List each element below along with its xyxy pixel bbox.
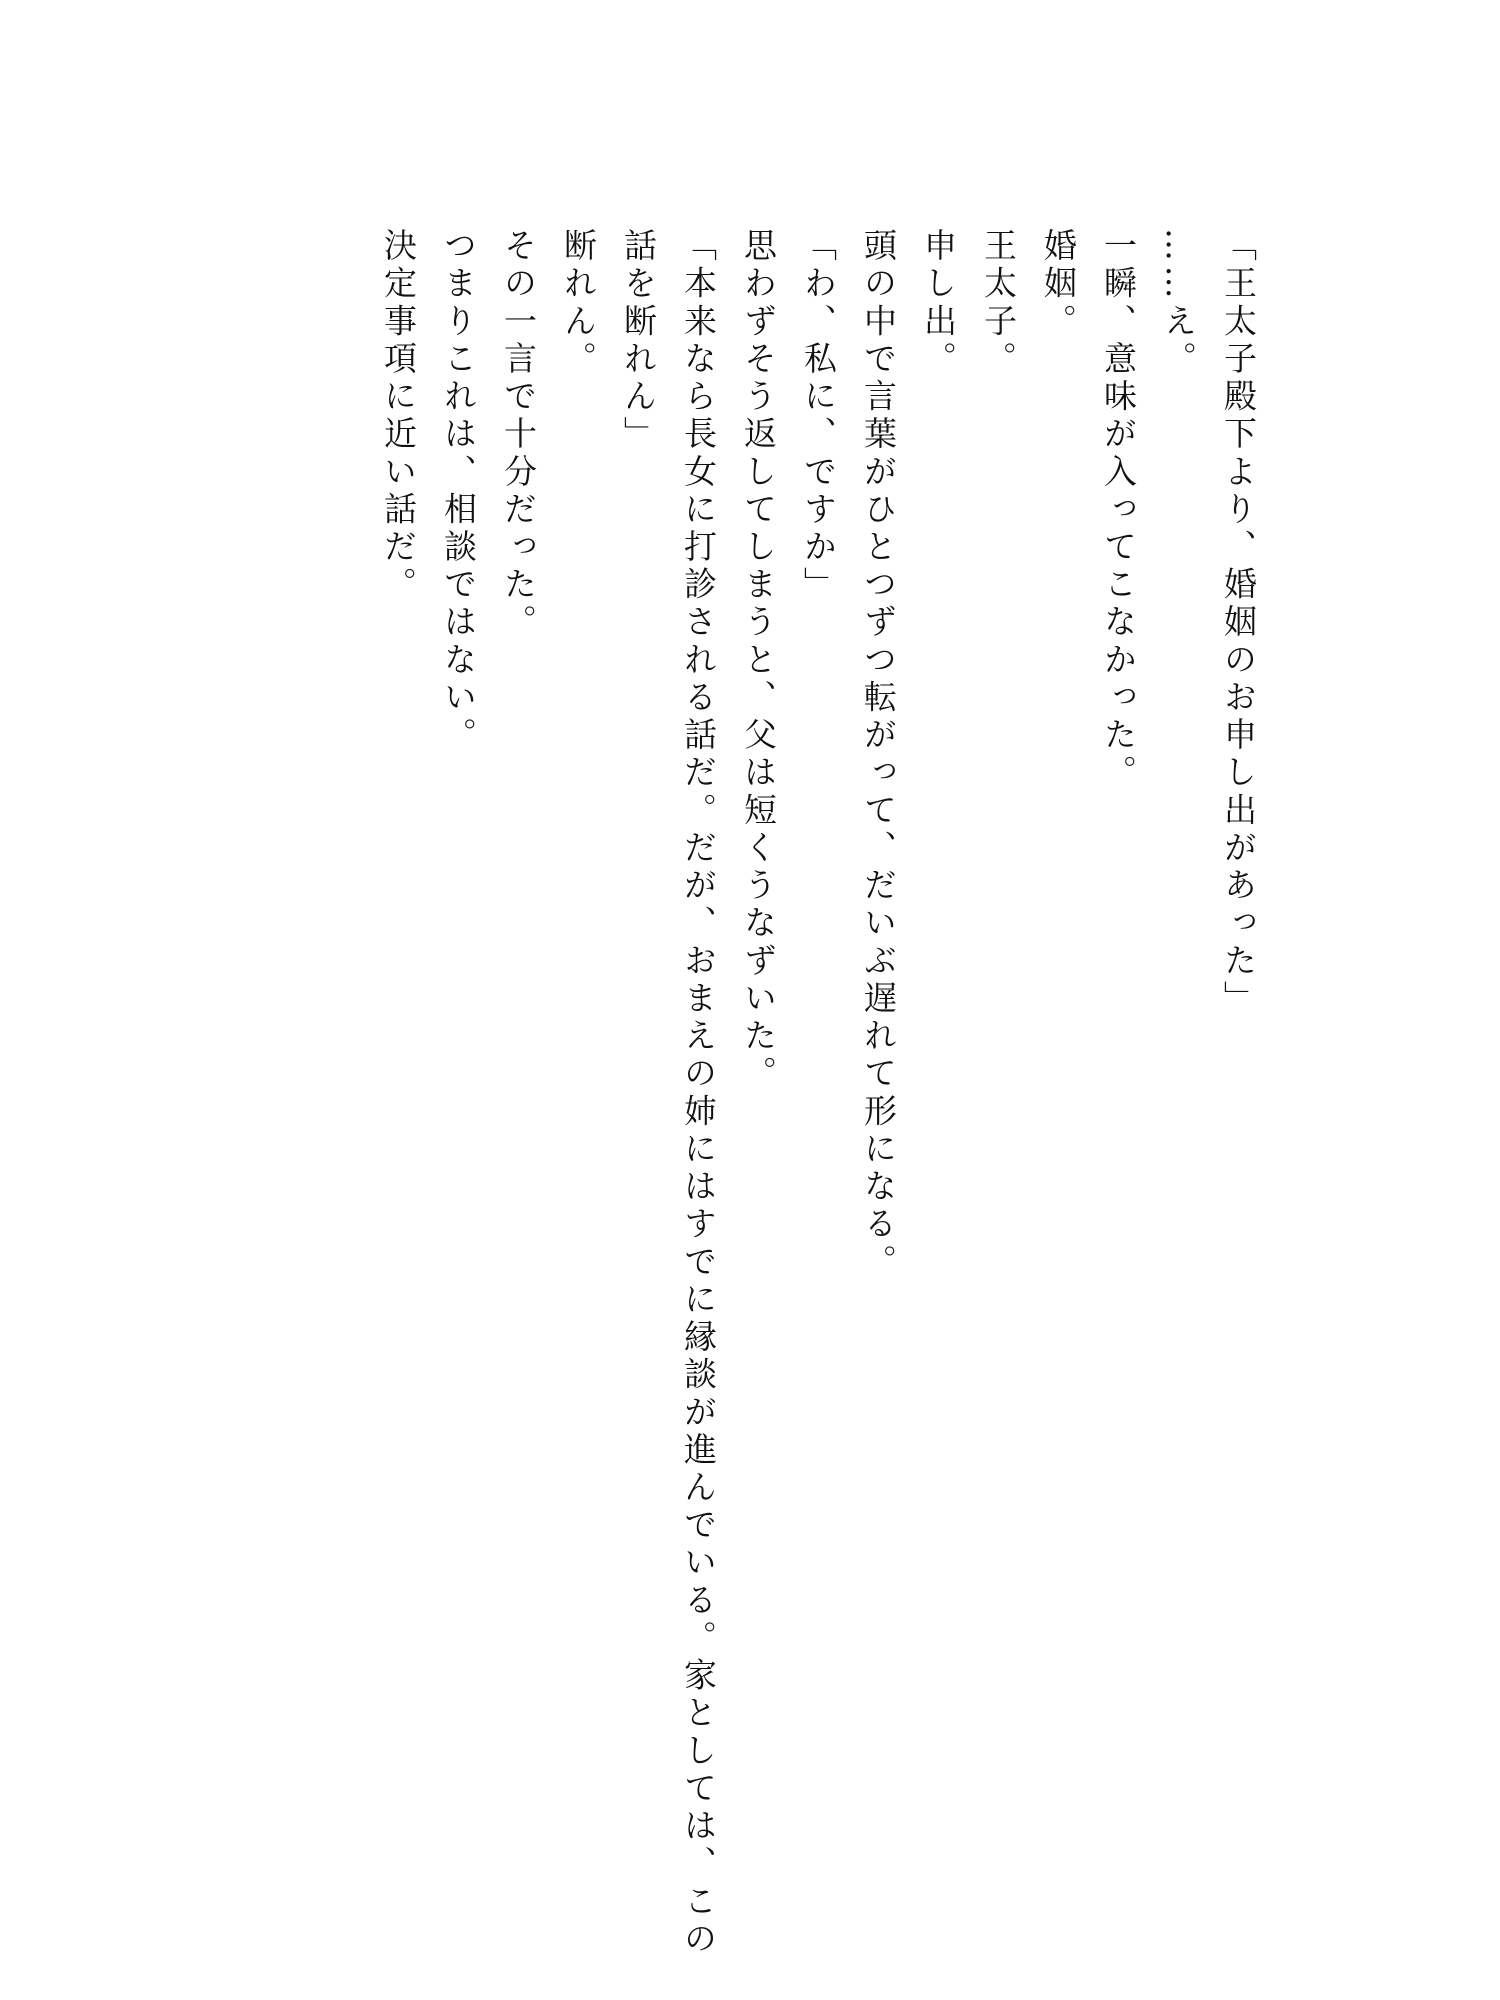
vertical-text-body <box>368 228 1268 1959</box>
text-line: 申し出。 <box>919 228 958 379</box>
text-line: 王太子。 <box>979 228 1018 379</box>
text-line: 「わ、私に、ですか」 <box>799 228 838 605</box>
text-line: つまりこれは、相談ではない。 <box>439 228 478 755</box>
text-line: 断れん。 <box>559 228 598 379</box>
text-line: その一言で十分だった。 <box>499 228 538 642</box>
text-line: 婚姻。 <box>1039 228 1078 341</box>
text-line: 「本来なら長女に打診される話だ。だが、おまえの姉にはすでに縁談が進んでいる。家としては、この <box>679 228 718 1959</box>
text-line: 「王太子殿下より、婚姻のお申し出があった」 <box>1219 228 1258 1019</box>
text-line: 頭の中で言葉がひとつずつ転がって、だいぶ遅れて形になる。 <box>859 228 898 1282</box>
text-line: 話を断れん」 <box>619 228 658 454</box>
text-line: 一瞬、意味が入ってこなかった。 <box>1099 228 1138 793</box>
text-line: 決定事項に近い話だ。 <box>379 228 418 605</box>
text-line: ……え。 <box>1159 228 1198 379</box>
text-line: 思わずそう返してしまうと、父は短くうなずいた。 <box>739 228 778 1094</box>
